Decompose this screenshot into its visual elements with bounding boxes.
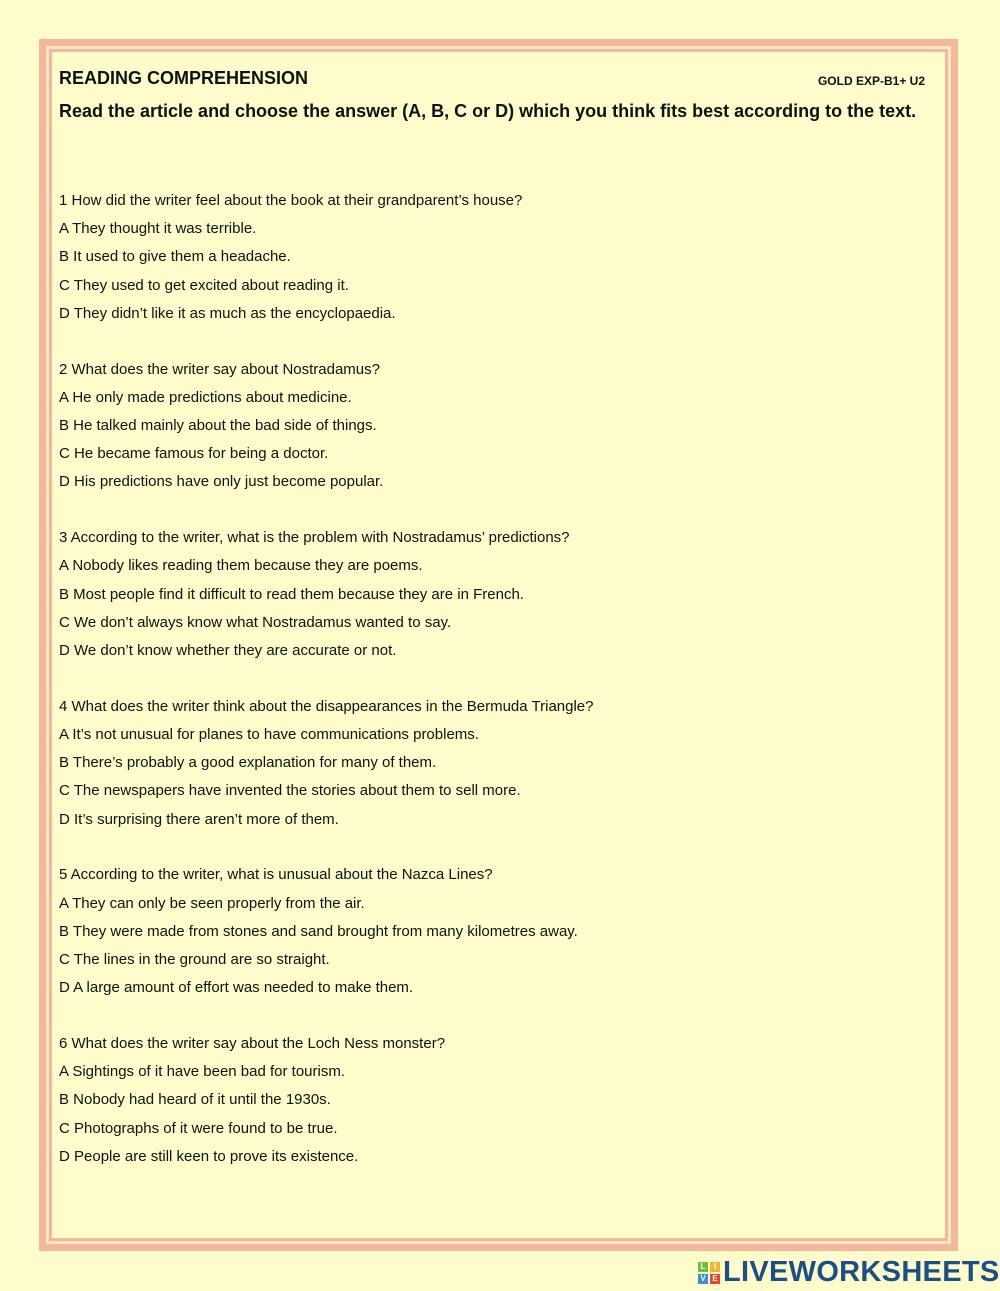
answer-option-b[interactable]: B Most people find it difficult to read them because they are in French. <box>59 585 524 603</box>
answer-option-d[interactable]: D It’s surprising there aren’t more of them. <box>59 810 339 828</box>
question-text: 6 What does the writer say about the Loch Ness monster? <box>59 1035 446 1052</box>
worksheet-title: READING COMPREHENSION <box>59 68 309 88</box>
question-6 <box>59 1030 445 1171</box>
worksheet-code: GOLD EXP-B1+ U2 <box>817 74 925 88</box>
answer-option-c[interactable]: C They used to get excited about reading it. <box>59 276 349 294</box>
question-1 <box>59 187 522 328</box>
answer-option-a[interactable]: A Sightings of it have been bad for tourism. <box>59 1063 346 1081</box>
answer-option-d[interactable]: D We don’t know whether they are accurate or not. <box>59 642 397 659</box>
logo-text: LIVEWORKSHEETS <box>723 1256 1000 1288</box>
answer-option-d[interactable]: D A large amount of effort was needed to make them. <box>59 979 414 997</box>
logo-icon: L I V E <box>698 1262 720 1284</box>
question-5 <box>59 861 578 1002</box>
question-text: 5 According to the writer, what is unusual about the Nazca Lines? <box>59 866 493 884</box>
question-2 <box>59 356 383 497</box>
answer-option-c[interactable]: C The lines in the ground are so straight. <box>59 951 330 968</box>
answer-option-b[interactable]: B He talked mainly about the bad side of things. <box>59 417 377 434</box>
question-text: 2 What does the writer say about Nostradamus? <box>59 360 380 378</box>
answer-option-d[interactable]: D People are still keen to prove its existence. <box>59 1147 359 1165</box>
question-4 <box>59 693 594 834</box>
instructions: Read the article and choose the answer (A, B, C or D) which you think fits best according to the text. <box>59 101 917 121</box>
answer-option-a[interactable]: A Nobody likes reading them because they are poems. <box>59 557 423 575</box>
answer-option-d[interactable]: D His predictions have only just become popular. <box>59 473 384 491</box>
answer-option-c[interactable]: C He became famous for being a doctor. <box>59 445 329 463</box>
answer-option-b[interactable]: B Nobody had heard of it until the 1930s. <box>59 1091 331 1109</box>
answer-option-b[interactable]: B There’s probably a good explanation for many of them. <box>59 754 437 772</box>
answer-option-a[interactable]: A He only made predictions about medicine. <box>59 388 352 406</box>
answer-option-b[interactable]: B It used to give them a headache. <box>59 248 291 266</box>
answer-option-a[interactable]: A They can only be seen properly from the air. <box>59 894 365 912</box>
liveworksheets-logo <box>698 1256 1000 1289</box>
question-text: 4 What does the writer think about the disappearances in the Bermuda Triangle? <box>59 697 594 715</box>
answer-option-d[interactable]: D They didn’t like it as much as the encyclopaedia. <box>59 304 396 322</box>
answer-option-a[interactable]: A They thought it was terrible. <box>59 220 257 238</box>
answer-option-c[interactable]: C Photographs of it were found to be true. <box>59 1119 338 1137</box>
question-text: 3 According to the writer, what is the problem with Nostradamus’ predictions? <box>59 529 570 547</box>
answer-option-a[interactable]: A It’s not unusual for planes to have communications problems. <box>59 726 479 743</box>
answer-option-c[interactable]: C The newspapers have invented the stories about them to sell more. <box>59 782 521 800</box>
answer-option-b[interactable]: B They were made from stones and sand brought from many kilometres away. <box>59 922 578 940</box>
question-3 <box>59 524 570 665</box>
answer-option-c[interactable]: C We don’t always know what Nostradamus wanted to say. <box>59 613 452 631</box>
question-text: 1 How did the writer feel about the book at their grandparent’s house? <box>59 192 523 209</box>
